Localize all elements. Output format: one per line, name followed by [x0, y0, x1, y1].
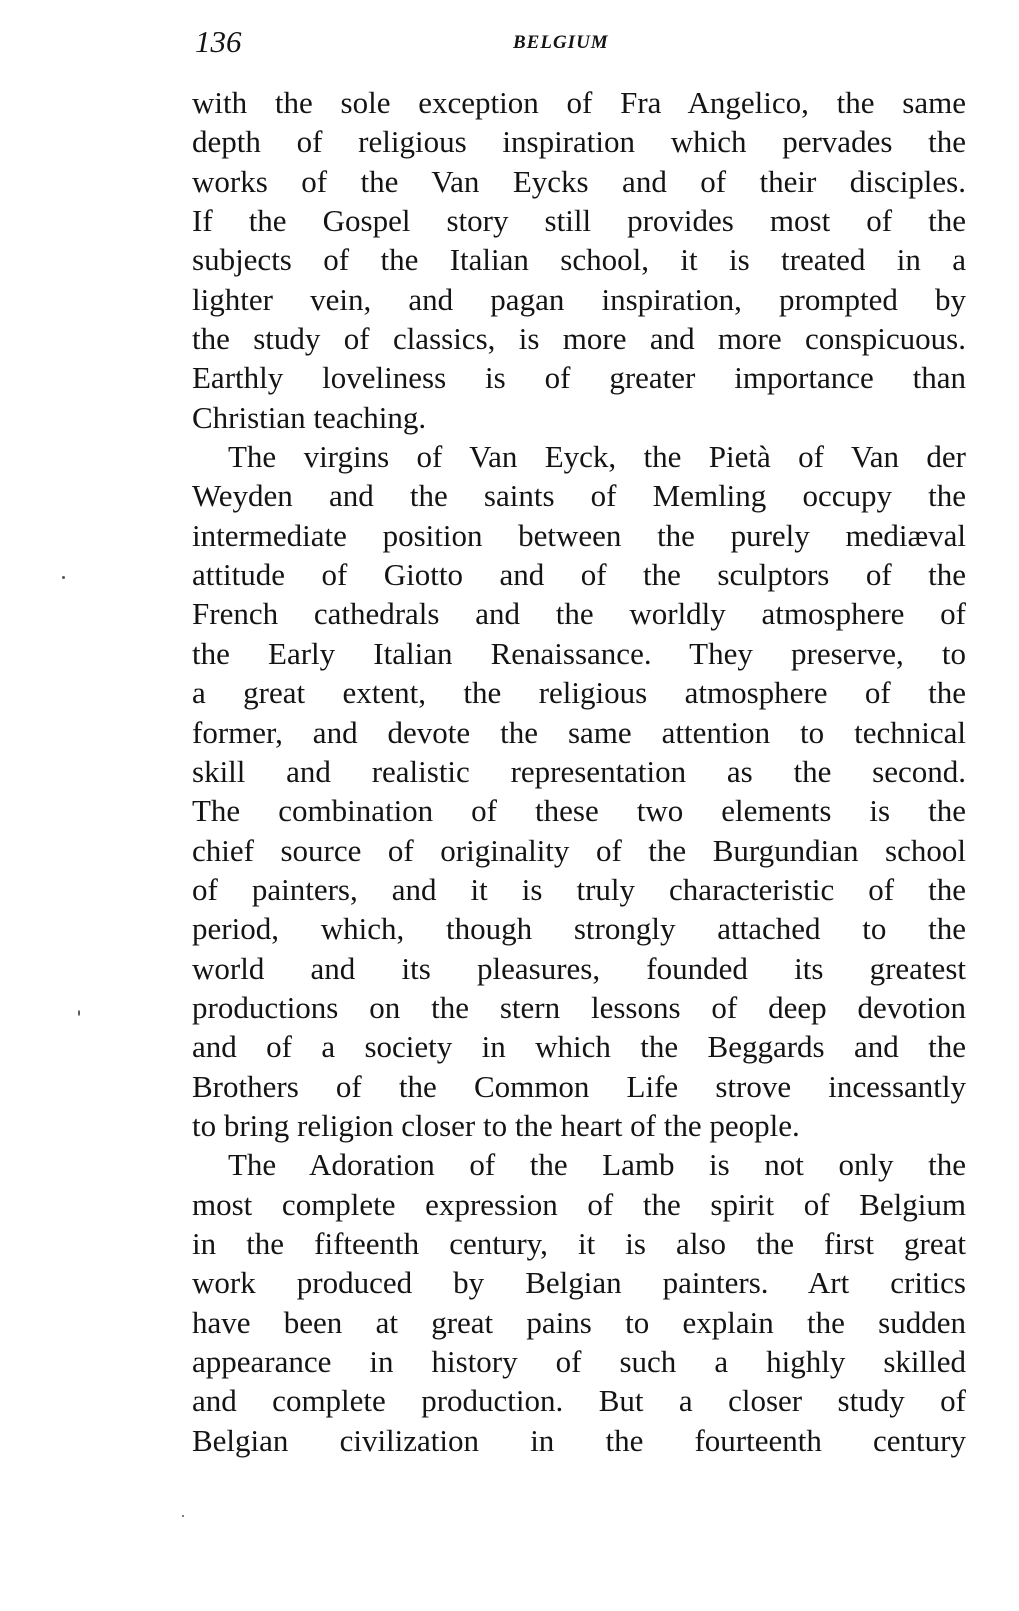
text-line: attitude of Giotto and of the sculptors of the [192, 557, 966, 593]
text-line: If the Gospel story still provides most of the [192, 203, 966, 239]
page-header [195, 22, 965, 62]
text-line: appearance in history of such a highly skilled [192, 1344, 966, 1379]
text-line: skill and realistic representation as the second. [192, 753, 966, 789]
text-line: most complete expression of the spirit of Belgium [192, 1186, 966, 1222]
text-line: work produced by Belgian painters. Art critics [192, 1265, 966, 1301]
text-line: to bring religion closer to the heart of the people. [192, 1107, 800, 1143]
text-line: the study of classics, is more and more conspicuous. [192, 321, 966, 357]
text-line: a great extent, the religious atmosphere of the [192, 675, 966, 711]
text-line: works of the Van Eycks and of their disciples. [192, 163, 966, 199]
body-text [192, 83, 966, 1460]
text-line: with the sole exception of Fra Angelico, the same [192, 85, 966, 120]
text-line: Brothers of the Common Life strove incessantly [192, 1068, 966, 1104]
text-line: The combination of these two elements is the [192, 793, 966, 829]
text-line: period, which, though strongly attached to the [192, 911, 966, 947]
text-line: subjects of the Italian school, it is treated in a [192, 242, 966, 278]
scan-speck [182, 1515, 184, 1517]
scan-speck [78, 1010, 80, 1016]
paragraph-start-line: The Adoration of the Lamb is not only the [228, 1147, 966, 1183]
text-line: and of a society in which the Beggards and the [192, 1029, 966, 1065]
running-title: BELGIUM [513, 32, 609, 53]
text-line: Weyden and the saints of Memling occupy the [192, 478, 966, 514]
text-line: lighter vein, and pagan inspiration, prompted by [192, 281, 966, 317]
text-line: have been at great pains to explain the sudden [192, 1304, 966, 1340]
text-line: Belgian civilization in the fourteenth century [192, 1422, 966, 1458]
text-line: Christian teaching. [192, 399, 427, 435]
text-line: productions on the stern lessons of deep devotion [192, 989, 966, 1025]
page-number: 136 [195, 24, 242, 59]
text-line: Earthly loveliness is of greater importance than [192, 360, 966, 396]
text-line: depth of religious inspiration which pervades the [192, 124, 966, 160]
text-line: chief source of originality of the Burgundian school [192, 832, 966, 868]
text-line: world and its pleasures, founded its greatest [192, 950, 966, 986]
text-line: in the fifteenth century, it is also the first great [192, 1225, 966, 1261]
text-line: intermediate position between the purely mediæval [192, 517, 966, 553]
scan-speck [62, 576, 65, 579]
text-line: and complete production. But a closer study of [192, 1383, 966, 1419]
text-line: French cathedrals and the worldly atmosphere of [192, 596, 966, 632]
text-line: former, and devote the same attention to technical [192, 714, 966, 750]
paragraph-start-line: The virgins of Van Eyck, the Pietà of Van der [228, 439, 966, 475]
text-line: of painters, and it is truly characteristic of the [192, 871, 966, 907]
text-line: the Early Italian Renaissance. They preserve, to [192, 635, 966, 671]
